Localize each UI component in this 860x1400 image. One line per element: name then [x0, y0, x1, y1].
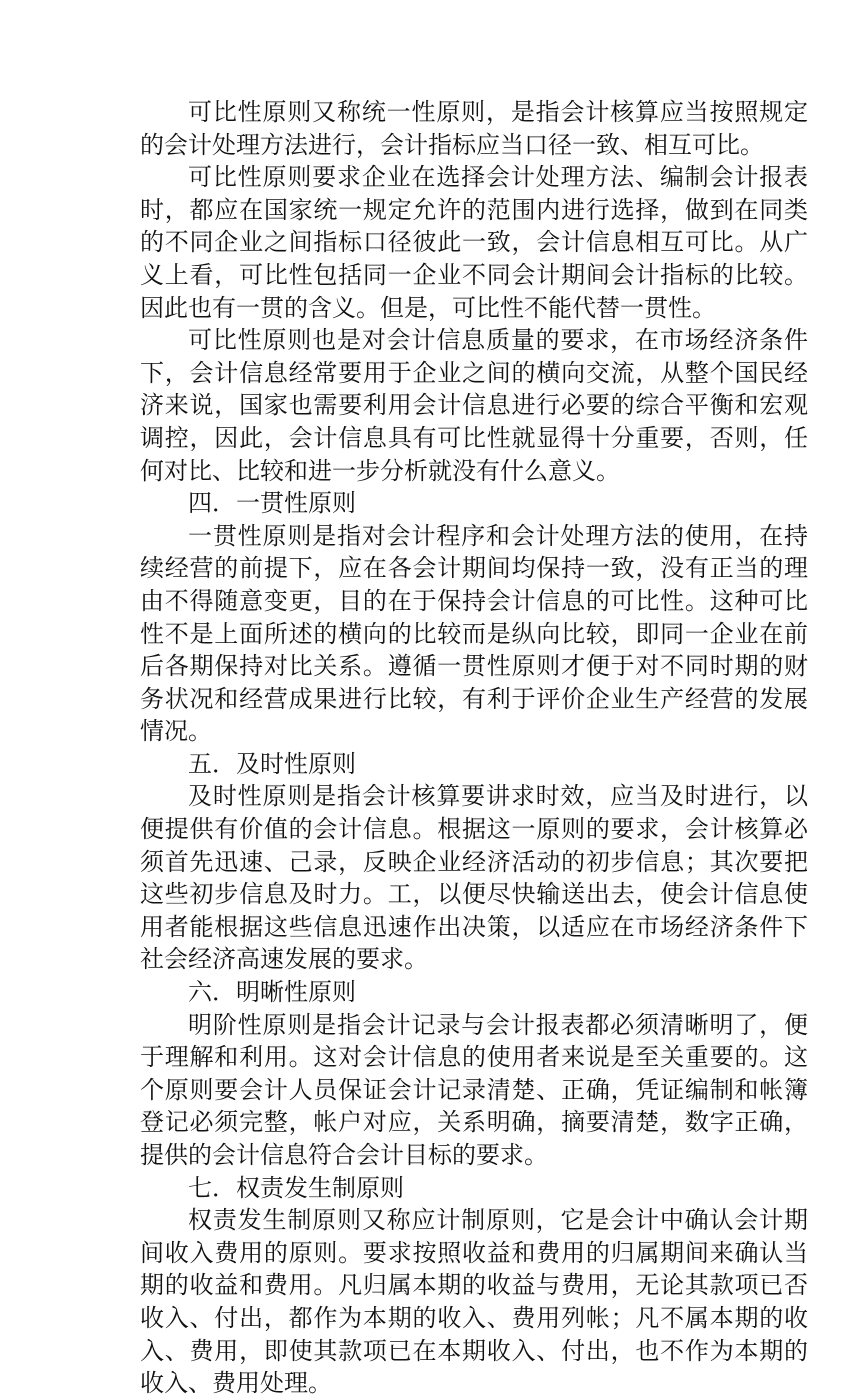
- section-heading-accrual-basis: 七．权责发生制原则: [188, 1173, 404, 1202]
- section-heading-timeliness: 五．及时性原则: [188, 749, 356, 778]
- paragraph-accrual-basis: 权责发生制原则又称应计制原则，它是会计中确认会计期间收入费用的原则。要求按照收益和费用的归属期间来确认当期的收益和费用。凡归属本期的收益与费用，无论其款项已否收入、付出，都作为本期的收入、费用列帐；凡不属本期的收入、费用，即使其款项已在本期收入、付出，也不作为本期的收入、费用处理。: [140, 1206, 808, 1398]
- paragraph-timeliness: 及时性原则是指会计核算要讲求时效，应当及时进行，以便提供有价值的会计信息。根据这一原则的要求，会计核算必须首先迅速、己录，反映企业经济活动的初步信息；其次要把这些初步信息及时力。工，以便尽快输送出去，使会计信息使用者能根据这些信息迅速作出决策，以适应在市场经济条件下社会经济高速发展的要求。: [140, 782, 808, 974]
- paragraph-consistency: 一贯性原则是指对会计程序和会计处理方法的使用，在持续经营的前提下，应在各会计期间均保持一致，没有正当的理由不得随意变更，目的在于保持会计信息的可比性。这种可比性不是上面所述的横向的比较而是纵向比较，即同一企业在前后各期保持对比关系。遵循一贯性原则才便于对不同时期的财务状况和经营成果进行比较，有利于评价企业生产经营的发展情况。: [140, 521, 808, 746]
- section-heading-consistency: 四．一贯性原则: [188, 489, 356, 518]
- paragraph-comparability-definition: 可比性原则又称统一性原则，是指会计核算应当按照规定的会计处理方法进行，会计指标应当口径一致、相互可比。: [140, 98, 808, 159]
- document-page: [140, 96, 808, 1400]
- section-heading-clarity: 六．明晰性原则: [188, 978, 356, 1007]
- paragraph-clarity: 明阶性原则是指会计记录与会计报表都必须清晰明了，便于理解和利用。这对会计信息的使用者来说是至关重要的。这个原则要会计人员保证会计记录清楚、正确，凭证编制和帐簿登记必须完整，帐户对应，关系明确，摘要清楚，数字正确，提供的会计信息符合会计目标的要求。: [140, 1010, 808, 1169]
- paragraph-comparability-quality: 可比性原则也是对会计信息质量的要求，在市场经济条件下，会计信息经常要用于企业之间的横向交流，从整个国民经济来说，国家也需要利用会计信息进行必要的综合平衡和宏观调控，因此，会计信息具有可比性就显得十分重要，否则，任何对比、比较和进一步分析就没有什么意义。: [140, 326, 808, 485]
- paragraph-comparability-requirement: 可比性原则要求企业在选择会计处理方法、编制会计报表时，都应在国家统一规定允许的范围内进行选择，做到在同类的不同企业之间指标口径彼此一致，会计信息相互可比。从广义上看，可比性包括同一企业不同会计期间会计指标的比较。因此也有一贯的含义。但是，可比性不能代替一贯性。: [140, 163, 808, 322]
